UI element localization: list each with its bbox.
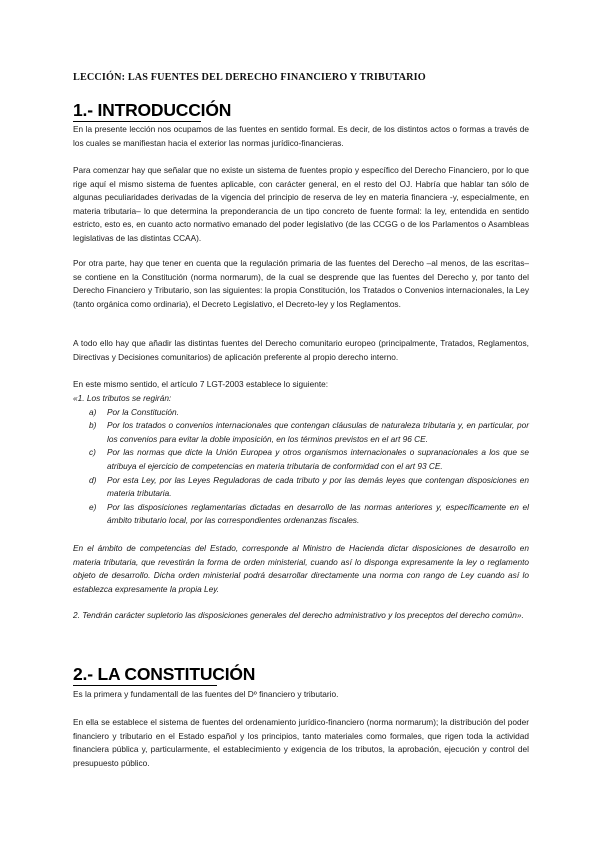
paragraph: En ella se establece el sistema de fuentes del ordenamiento jurídico-financiero (norma normarum); la distribución del poder financiero y tributario en el Estado español y los principios, tanto materiales como formales, que rigen toda la actividad financiera pública y, particularmente, el establecimiento y exigencia de los tributos, la aprobación, ejecución y control del presupuesto público.: [73, 717, 529, 768]
list-item-text: Por la Constitución.: [107, 406, 179, 417]
heading-underline: [73, 121, 201, 122]
paragraph: Es la primera y fundamentall de las fuentes del Dº financiero y tributario.: [73, 689, 339, 699]
paragraph: En este mismo sentido, el artículo 7 LGT-2003 establece lo siguiente:: [73, 379, 329, 389]
list-marker: c): [89, 447, 96, 458]
paragraph: En la presente lección nos ocupamos de las fuentes en sentido formal. Es decir, de los distintos actos o formas a través de los cuales se manifiestan hacia el exterior las normas jurídico-financieras.: [73, 124, 529, 148]
list-item-text: Por las normas que dicte la Unión Europea y otros organismos internacionales o supranacionales a los que se atribuya el ejercicio de competencias en materia tributaria de conformidad con el art 93 CE.: [107, 447, 529, 471]
quote-paragraph: En el ámbito de competencias del Estado, corresponde al Ministro de Hacienda dictar disposiciones de desarrollo en materia tributaria, que revestirán la forma de orden ministerial, cuando así lo disponga expresamente la ley o reglamento objeto de desarrollo. Dicha orden ministerial podrá desarrollar directamente una norma con rango de Ley cuando así lo establezca expresamente la propia Ley.: [73, 543, 529, 594]
list-marker: a): [89, 406, 97, 417]
article-quote: [73, 392, 529, 528]
paragraph: Para comenzar hay que señalar que no existe un sistema de fuentes propio y específico del Derecho Financiero, por lo que rige aquí el mismo sistema de fuentes aplicable, con carácter general, en el resto del OJ. Habría que hablar tan sólo de algunas peculiaridades derivadas de la vigencia del principio de reserva de ley en materia financiera -y, especialmente, en materia tributaria– lo que determina la preponderancia de un tipo concreto de fuente formal: la ley, entendida en sentido estricto, esto es, en cuanto acto normativo emanado del poder legislativo (de las CCGG o de los Parlamentos o Asambleas legislativas de las distintas CCAA).: [73, 165, 529, 243]
section-heading-introduccion: [73, 100, 533, 121]
document-title: LECCIÓN: LAS FUENTES DEL DERECHO FINANCIERO Y TRIBUTARIO: [73, 72, 426, 83]
list-item: [73, 446, 529, 473]
section-heading-text: 1.- INTRODUCCIÓN: [73, 100, 232, 120]
list-item: [73, 406, 529, 420]
paragraph: Por otra parte, hay que tener en cuenta que la regulación primaria de las fuentes del Derecho –al menos, de las escritas– se contiene en la Constitución (norma normarum), de la cual se desprende que las fuentes del Derecho y, por tanto del Derecho Financiero y Tributario, son las siguientes: la propia Constitución, los Tratados o Convenios internacionales, la Ley (tanto orgánica como ordinaria), el Decreto Legislativo, el Decreto-ley y los Reglamentos.: [73, 258, 529, 309]
section-heading-constitucion: [73, 664, 533, 685]
quote-paragraph: 2. Tendrán carácter supletorio las disposiciones generales del derecho administrativo y los preceptos del derecho común».: [73, 610, 524, 620]
heading-underline: [73, 685, 217, 686]
list-marker: b): [89, 420, 97, 431]
list-item-text: Por esta Ley, por las Leyes Reguladoras de cada tributo y por las demás leyes que contengan disposiciones en materia tributaria.: [107, 474, 529, 499]
paragraph: A todo ello hay que añadir las distintas fuentes del Derecho comunitario europeo (principalmente, Tratados, Reglamentos, Directivas y Decisiones comunitarios) de aplicación preferente al propio derecho interno.: [73, 338, 529, 362]
list-item-text: Por los tratados o convenios internacionales que contengan cláusulas de naturaleza tributaria y, en particular, por los convenios para evitar la doble imposición, en los términos previstos en el art 96 CE.: [107, 420, 529, 444]
list-marker: d): [89, 474, 97, 485]
quote-intro: «1. Los tributos se regirán:: [73, 393, 172, 403]
list-item: [73, 474, 529, 501]
section-heading-text: 2.- LA CONSTITUCIÓN: [73, 664, 256, 684]
list-marker: e): [89, 501, 97, 512]
list-item-text: Por las disposiciones reglamentarias dictadas en desarrollo de las normas anteriores y, específicamente en el ámbito tributario local, por las correspondientes ordenanzas fiscales.: [107, 501, 529, 526]
list-item: [73, 419, 529, 446]
list-item: [73, 501, 529, 528]
